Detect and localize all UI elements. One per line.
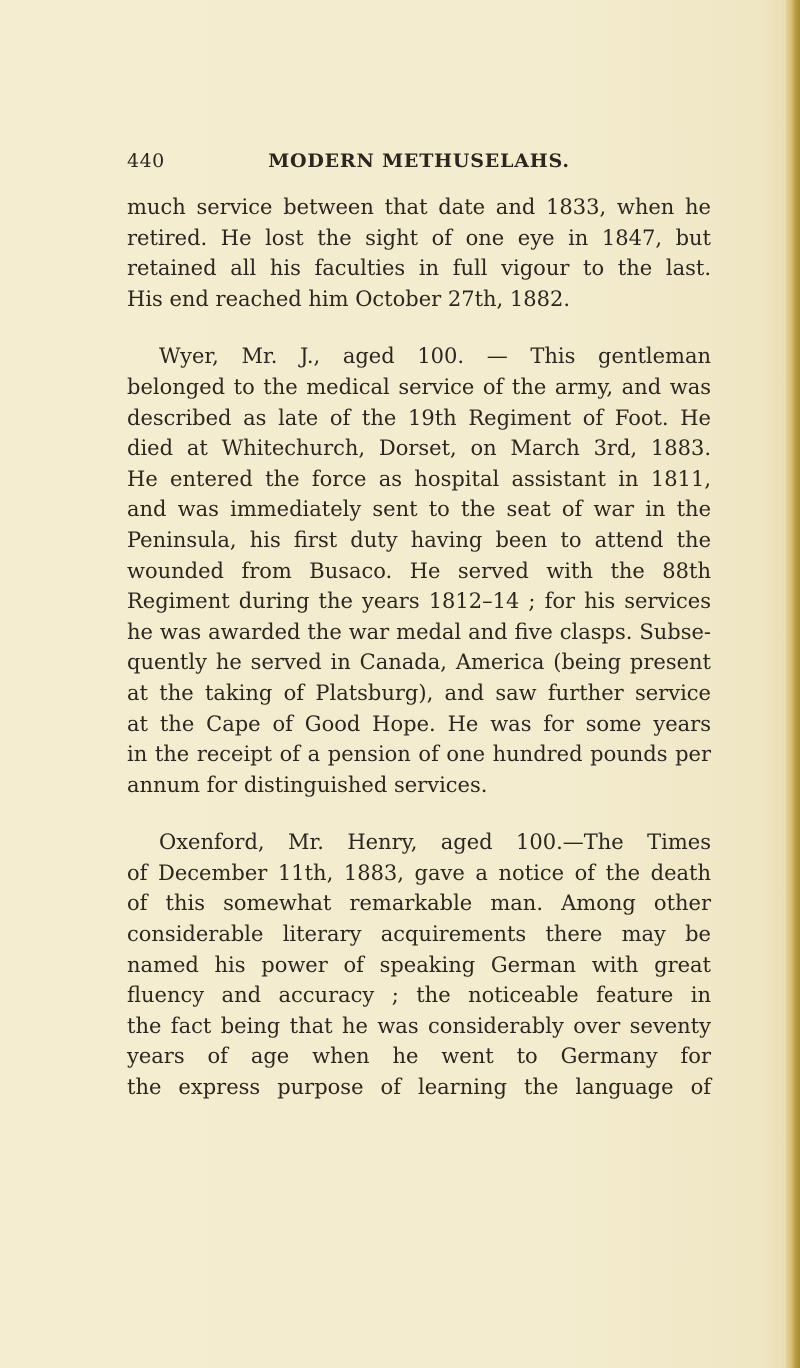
running-title: MODERN METHUSELAHS. [268,150,570,172]
page-number: 440 [127,150,165,172]
text-line: much service between that date and 1833, when he [127,195,711,219]
text-line: of this somewhat remarkable man. Among other [127,891,711,916]
paragraph-1 [127,192,711,314]
text-line: and was immediately sent to the seat of war in the [127,497,711,522]
text-line: named his power of speaking German with great [127,952,711,977]
text-line: His end reached him October 27th, 1882. [127,286,570,311]
paragraph-2 [127,341,711,800]
text-line: fluency and accuracy ; the noticeable feature in [127,983,711,1008]
text-line: years of age when he went to Germany for [127,1044,711,1069]
text-line: retained all his faculties in full vigour to the last. [127,256,711,281]
text-line: Peninsula, his first duty having been to attend the [127,527,711,552]
text-line: Wyer, Mr. J., aged 100. — This gentleman [159,344,711,369]
text-line: Regiment during the years 1812–14 ; for his services [127,589,711,614]
body-text [127,192,711,1130]
text-line: died at Whitechurch, Dorset, on March 3rd, 1883. [127,436,711,461]
text-line: belonged to the medical service of the army, and was [127,374,711,399]
text-line: wounded from Busaco. He served with the 88th [127,558,711,583]
page-edge [786,0,800,1368]
page-header [127,150,711,180]
text-line: considerable literary acquirements there may be [127,922,711,947]
text-line: annum for distinguished services. [127,772,488,797]
text-line: the fact being that he was considerably over seventy [127,1013,711,1038]
text-line: at the taking of Platsburg), and saw further service [127,680,711,705]
text-line: quently he served in Canada, America (being present [127,650,711,675]
text-line: he was awarded the war medal and five clasps. Subse- [127,619,711,644]
text-line: He entered the force as hospital assistant in 1811, [127,466,711,491]
text-line: described as late of the 19th Regiment of Foot. He [127,405,711,430]
text-line: Oxenford, Mr. Henry, aged 100.—The Times [159,830,711,855]
text-line: retired. He lost the sight of one eye in 1847, but [127,225,711,250]
text-line: of December 11th, 1883, gave a notice of the death [127,860,711,885]
text-line: the express purpose of learning the language of [127,1075,711,1100]
paragraph-3 [127,827,711,1102]
text-line: at the Cape of Good Hope. He was for some years [127,711,711,736]
text-line: in the receipt of a pension of one hundred pounds per [127,742,711,767]
